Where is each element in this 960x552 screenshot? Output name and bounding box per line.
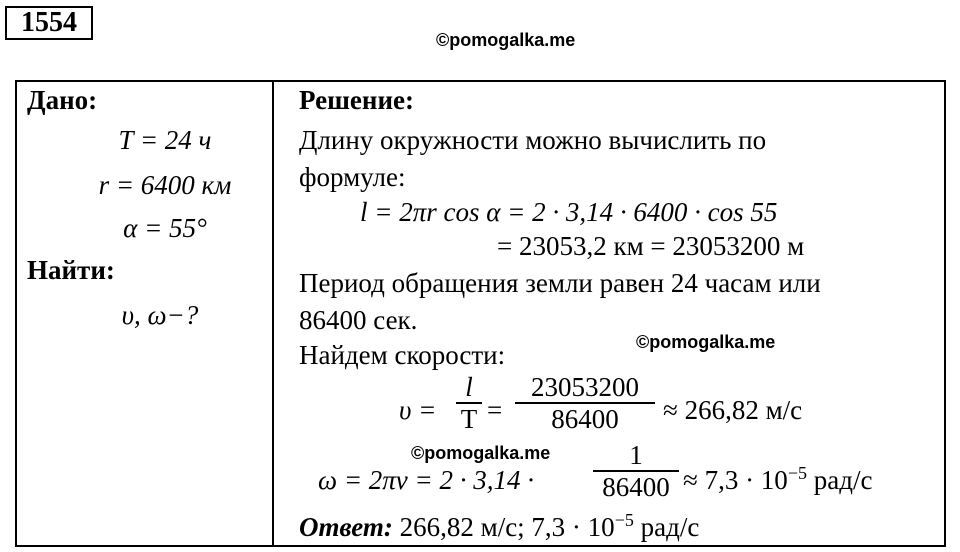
solution-text-line4: 86400 сек. [299,305,418,335]
find-heading: Найти: [27,255,115,285]
solution-text-line2: формуле: [299,162,406,192]
watermark-lower: ©pomogalka.me [411,443,551,463]
angular-velocity-result [683,465,872,495]
column-divider [272,80,274,547]
watermark-top: ©pomogalka.me [436,30,576,50]
find-value: υ, ω−? [121,300,199,330]
fraction-l-over-T [456,372,482,434]
solution-text-line1: Длину окружности можно вычислить по [299,125,767,155]
formula-circumference-result: = 23053,2 км = 23053200 м [497,231,805,261]
fraction-numerator: l [465,372,473,402]
answer-text: 266,82 м/с; 7,3 · 10 [399,512,615,542]
given-heading: Дано: [27,85,98,115]
given-item-angle: α = 55° [123,213,207,243]
velocity-result: ≈ 266,82 м/с [663,395,803,425]
answer-unit: рад/с [640,512,700,542]
velocity-equals: = [487,395,503,425]
watermark-middle: ©pomogalka.me [636,332,776,352]
given-item-period: T = 24 ч [118,125,212,155]
fraction-distance-over-time [515,372,655,434]
solution-text-line3: Период обращения земли равен 24 часам или [299,268,821,298]
fraction-numerator: 23053200 [531,372,639,402]
angular-velocity-lhs: ω = 2πν = 2 · 3,14 · [318,465,535,495]
fraction-denominator: 86400 [593,470,679,502]
answer-label: Ответ: [299,512,393,542]
fraction-denominator: T [456,402,482,434]
fraction-one-over-period [593,440,679,502]
given-item-radius: r = 6400 км [98,170,232,200]
problem-number: 1554 [5,6,93,40]
fraction-numerator: 1 [629,440,643,470]
result-exponent: −5 [787,463,807,483]
solution-text-line5: Найдем скорости: [299,340,506,370]
formula-circumference: l = 2πr cos α = 2 · 3,14 · 6400 · cos 55 [360,197,778,227]
answer-exponent: −5 [614,510,634,530]
velocity-lhs: υ = [399,395,437,425]
fraction-denominator: 86400 [515,402,655,434]
solution-heading: Решение: [299,85,414,115]
result-unit: рад/с [813,465,873,495]
answer-line [299,512,699,542]
result-base: ≈ 7,3 · 10 [683,465,788,495]
